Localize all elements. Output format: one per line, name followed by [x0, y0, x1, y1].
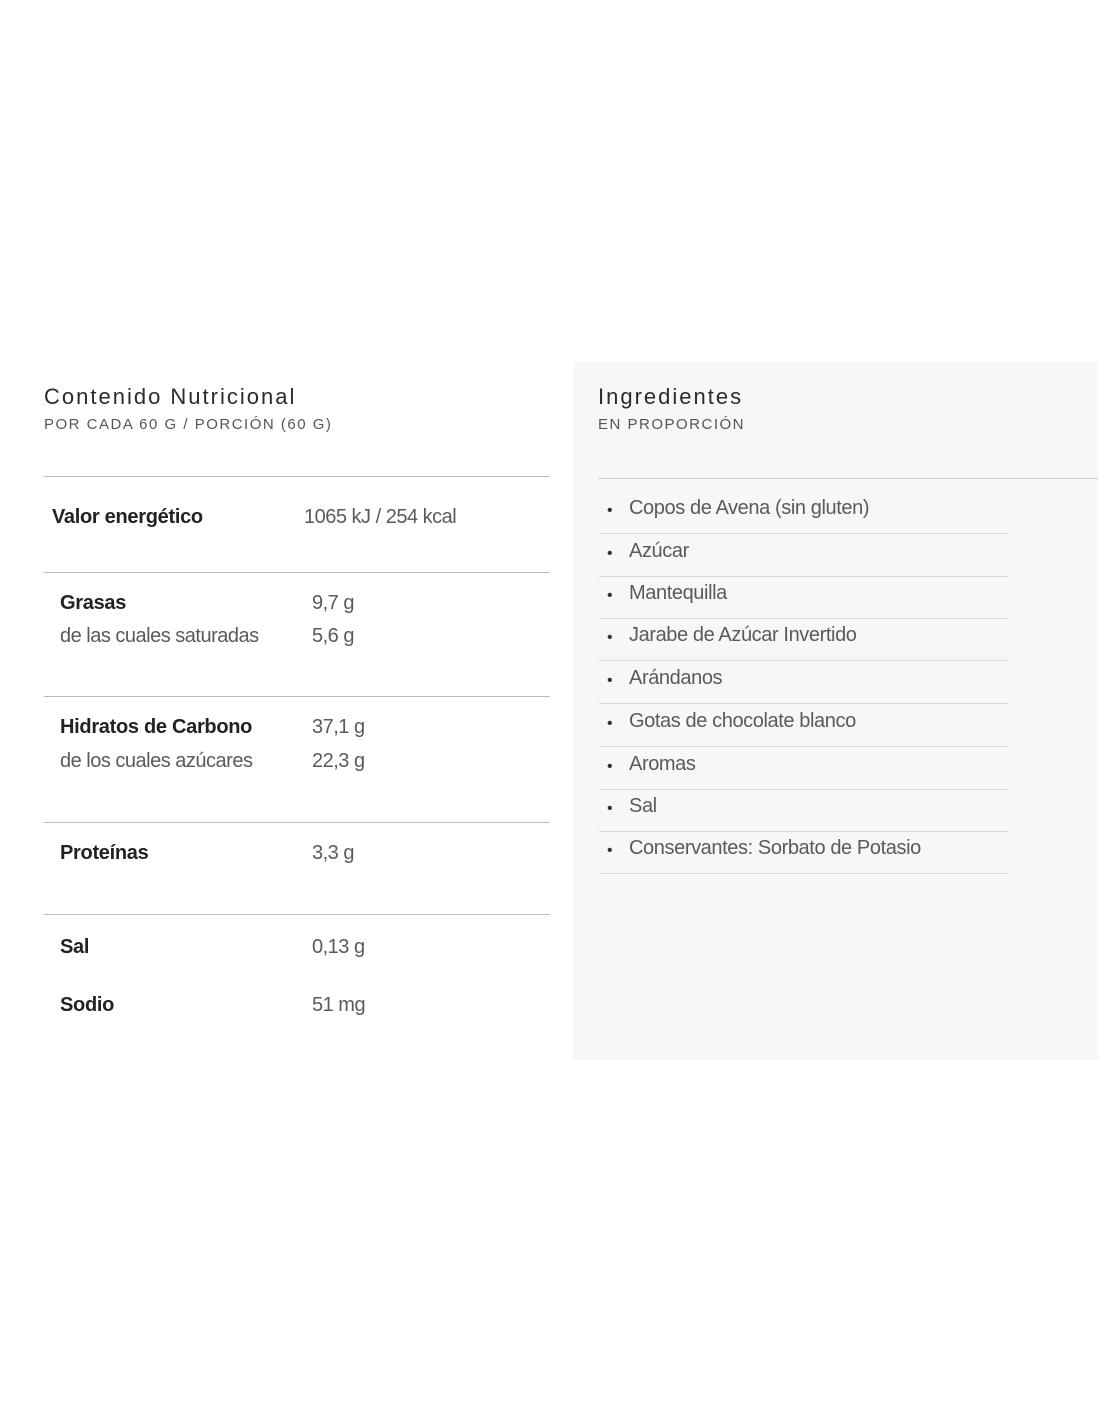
- divider: [44, 476, 550, 477]
- bullet-icon: •: [607, 842, 613, 859]
- ingredient-name: Copos de Avena (sin gluten): [629, 497, 870, 519]
- bullet-icon: •: [607, 672, 613, 689]
- ingredient-name: Sal: [629, 795, 657, 817]
- bullet-icon: •: [607, 629, 613, 646]
- divider: [44, 572, 550, 573]
- list-item: [599, 789, 1008, 832]
- ingredients-subtitle: EN PROPORCIÓN: [598, 416, 746, 433]
- list-item: [599, 491, 1008, 534]
- divider: [44, 822, 550, 823]
- ingredient-name: Azúcar: [629, 540, 689, 562]
- divider: [44, 696, 550, 697]
- energy-label: Valor energético: [52, 506, 203, 528]
- protein-value: 3,3 g: [312, 842, 354, 864]
- saturated-fat-label: de las cuales saturadas: [60, 625, 259, 647]
- nutrition-title: Contenido Nutricional: [44, 384, 297, 409]
- ingredient-name: Mantequilla: [629, 582, 727, 604]
- carbs-value: 37,1 g: [312, 716, 365, 738]
- sodium-value: 51 mg: [312, 994, 366, 1016]
- salt-label: Sal: [60, 936, 90, 958]
- list-item: [599, 747, 1008, 790]
- list-item: [599, 661, 1008, 704]
- salt-value: 0,13 g: [312, 936, 365, 958]
- protein-label: Proteínas: [60, 842, 149, 864]
- bullet-icon: •: [607, 715, 613, 732]
- list-item: [599, 618, 1008, 661]
- ingredient-name: Conservantes: Sorbato de Potasio: [629, 837, 921, 859]
- ingredient-name: Aromas: [629, 753, 696, 775]
- bullet-icon: •: [607, 587, 613, 604]
- ingredients-title: Ingredientes: [598, 384, 744, 409]
- bullet-icon: •: [607, 545, 613, 562]
- list-item: [599, 576, 1008, 619]
- divider: [598, 478, 1098, 479]
- saturated-fat-value: 5,6 g: [312, 625, 354, 647]
- bullet-icon: •: [607, 502, 613, 519]
- list-item: [599, 831, 1008, 874]
- ingredient-name: Gotas de chocolate blanco: [629, 710, 856, 732]
- bullet-icon: •: [607, 758, 613, 775]
- divider: [44, 914, 550, 915]
- sodium-label: Sodio: [60, 994, 115, 1016]
- ingredient-name: Arándanos: [629, 667, 723, 689]
- fat-label: Grasas: [60, 592, 127, 614]
- nutrition-panel: [44, 362, 550, 1060]
- nutrition-subtitle: POR CADA 60 G / PORCIÓN (60 G): [44, 416, 333, 433]
- ingredients-panel: [573, 362, 1098, 1060]
- energy-value: 1065 kJ / 254 kcal: [304, 506, 457, 528]
- carbs-label: Hidratos de Carbono: [60, 716, 253, 738]
- list-item: [599, 704, 1008, 747]
- sugars-value: 22,3 g: [312, 750, 365, 772]
- sugars-label: de los cuales azúcares: [60, 750, 253, 772]
- list-item: [599, 534, 1008, 577]
- fat-value: 9,7 g: [312, 592, 354, 614]
- ingredient-name: Jarabe de Azúcar Invertido: [629, 624, 857, 646]
- bullet-icon: •: [607, 800, 613, 817]
